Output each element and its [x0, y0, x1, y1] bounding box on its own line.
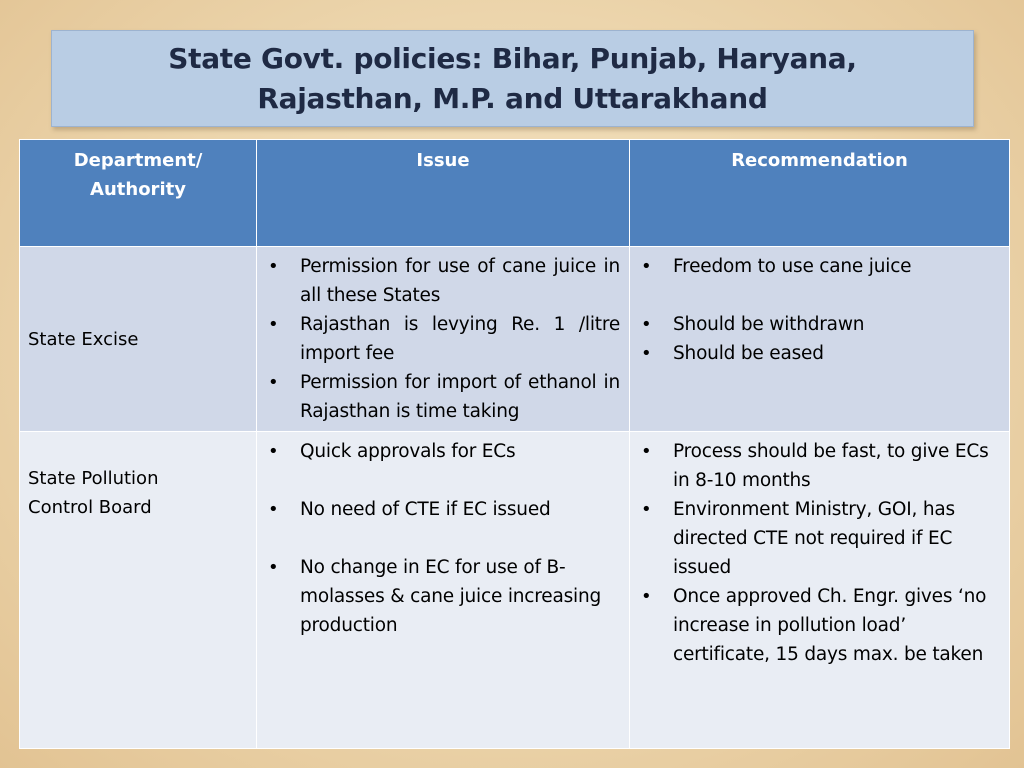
- department-cell: State Excise: [20, 247, 257, 432]
- department-line-1: State Pollution: [28, 468, 159, 489]
- issue-item: • No need of CTE if EC issued: [266, 495, 620, 524]
- header-department-line-2: Authority: [90, 179, 186, 200]
- department-line-2: Control Board: [28, 497, 152, 518]
- title-line-1: State Govt. policies: Bihar, Punjab, Haryana,: [168, 41, 857, 75]
- recommendation-item: • Once approved Ch. Engr. gives ‘no increase in pollution load’ certificate, 15 days max. be taken: [639, 582, 1000, 669]
- table-row: [20, 432, 1010, 749]
- issue-cell: [257, 432, 630, 749]
- title-line-2: Rajasthan, M.P. and Uttarakhand: [257, 81, 768, 115]
- department-cell: [20, 432, 257, 749]
- issue-item: • Permission for import of ethanol in Rajasthan is time taking: [266, 368, 620, 426]
- issue-cell: [257, 247, 630, 432]
- issue-item: • Quick approvals for ECs: [266, 437, 620, 466]
- recommendation-item: • Should be withdrawn: [639, 310, 1000, 339]
- recommendation-item: • Process should be fast, to give ECs in 8-10 months: [639, 437, 1000, 495]
- slide-title: [51, 30, 974, 127]
- recommendation-item: • Freedom to use cane juice: [639, 252, 1000, 281]
- table-row: [20, 247, 1010, 432]
- table-header-row: [20, 140, 1010, 247]
- recommendation-cell: [630, 247, 1010, 432]
- header-department-line-1: Department/: [73, 150, 203, 171]
- issue-item: • No change in EC for use of B-molasses & cane juice increasing production: [266, 553, 620, 640]
- header-department: [20, 140, 257, 247]
- policy-table: [19, 139, 1010, 749]
- issue-item: • Permission for use of cane juice in all these States: [266, 252, 620, 310]
- recommendation-item: • Should be eased: [639, 339, 1000, 368]
- header-issue: Issue: [257, 140, 630, 247]
- issue-item: • Rajasthan is levying Re. 1 /litre import fee: [266, 310, 620, 368]
- recommendation-cell: [630, 432, 1010, 749]
- header-recommendation: Recommendation: [630, 140, 1010, 247]
- recommendation-item: • Environment Ministry, GOI, has directed CTE not required if EC issued: [639, 495, 1000, 582]
